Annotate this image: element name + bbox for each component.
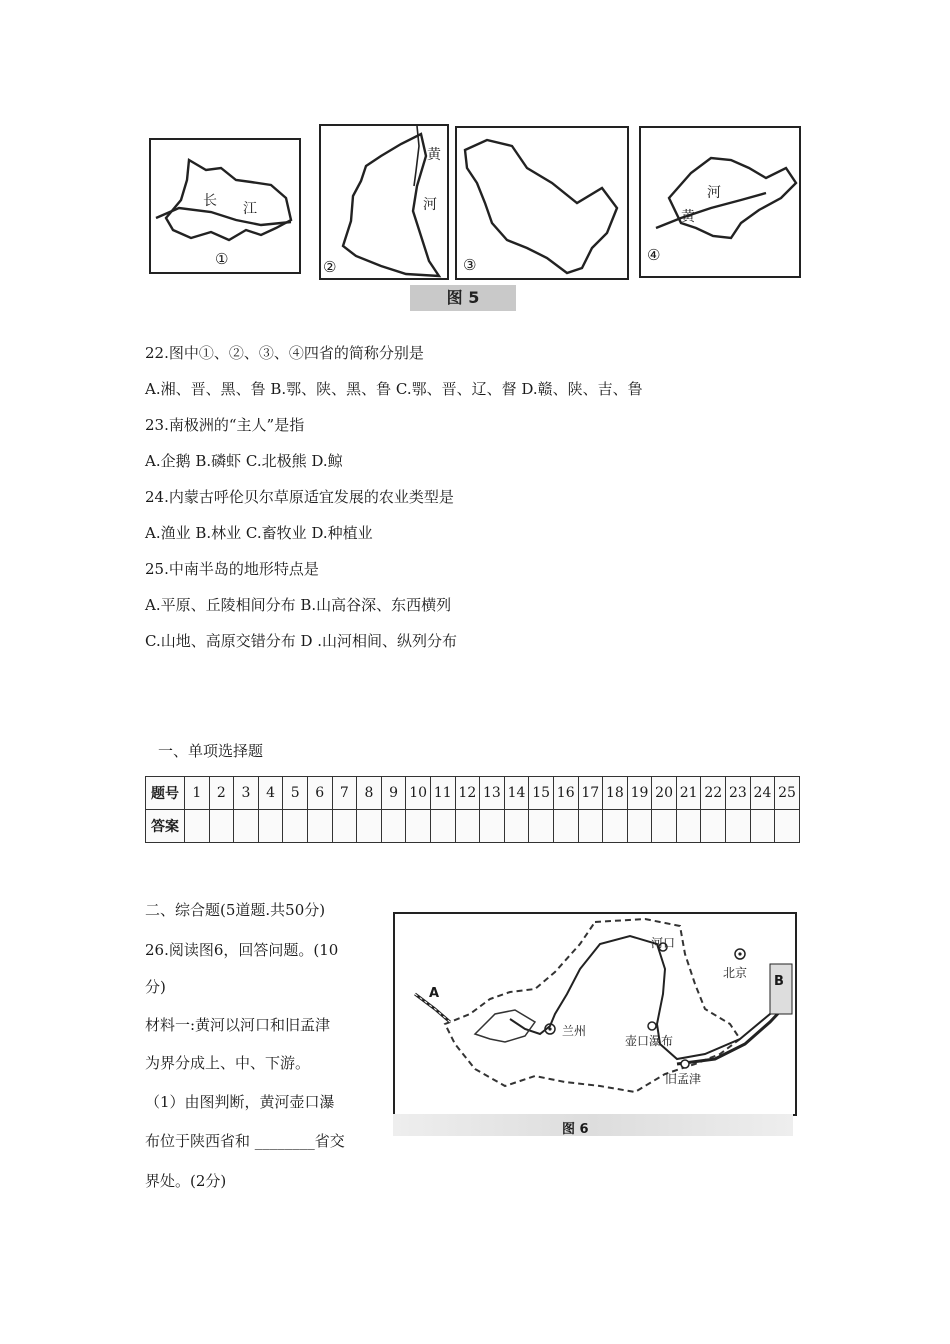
q26-line-4: 为界分成上、中、下游。 <box>145 1054 311 1072</box>
map-2-label-huang: 黄 <box>427 147 441 163</box>
question-25-options-cd: C.山地、高原交错分布 D .山河相间、纵列分布 <box>145 632 458 650</box>
question-number-cell: 23 <box>726 777 751 810</box>
answer-cell[interactable] <box>381 810 406 843</box>
answer-cell[interactable] <box>775 810 800 843</box>
label-hekou: 河口 <box>651 936 676 950</box>
map-2 <box>319 124 449 280</box>
question-number-cell: 22 <box>701 777 726 810</box>
question-number-cell: 13 <box>480 777 505 810</box>
question-number-cell: 15 <box>529 777 554 810</box>
question-number-cell: 24 <box>750 777 775 810</box>
question-24-stem: 24.内蒙古呼伦贝尔草原适宜发展的农业类型是 <box>145 488 454 506</box>
map-1 <box>149 138 301 274</box>
row-label-question-number: 题号 <box>146 777 185 810</box>
answer-table-number-row <box>146 777 800 810</box>
answer-cell[interactable] <box>332 810 357 843</box>
question-number-cell: 10 <box>406 777 431 810</box>
map-4-label-huang: 黄 <box>681 209 695 225</box>
question-number-cell: 9 <box>381 777 406 810</box>
map-1-label-jiang: 江 <box>243 201 257 217</box>
row-label-answer: 答案 <box>146 810 185 843</box>
answer-cell[interactable] <box>676 810 701 843</box>
map-4-outline <box>641 128 799 276</box>
q26-line-7: 界处。(2分) <box>145 1172 227 1190</box>
map-3-number: ③ <box>463 256 477 274</box>
answer-cell[interactable] <box>726 810 751 843</box>
answer-cell[interactable] <box>357 810 382 843</box>
answer-cell[interactable] <box>283 810 308 843</box>
map-4 <box>639 126 801 278</box>
question-22-options: A.湘、晋、黑、鲁 B.鄂、陕、黑、鲁 C.鄂、晋、辽、督 D.赣、陕、吉、鲁 <box>145 380 643 398</box>
q26-line-3: 材料一:黄河以河口和旧孟津 <box>145 1016 331 1034</box>
label-jiumengjin: 旧孟津 <box>665 1072 702 1086</box>
figure-6-map <box>393 912 797 1116</box>
answer-cell[interactable] <box>185 810 210 843</box>
label-beijing: 北京 <box>723 966 748 980</box>
answer-cell[interactable] <box>307 810 332 843</box>
label-hukou-falls: 壶口瀑布 <box>625 1034 674 1048</box>
question-number-cell: 21 <box>676 777 701 810</box>
question-number-cell: 1 <box>185 777 210 810</box>
question-23-stem: 23.南极洲的“主人”是指 <box>145 416 305 434</box>
question-number-cell: 12 <box>455 777 480 810</box>
question-number-cell: 20 <box>652 777 677 810</box>
answer-cell[interactable] <box>750 810 775 843</box>
map-3 <box>455 126 629 280</box>
section-1-title: 一、单项选择题 <box>158 742 264 760</box>
answer-cell[interactable] <box>603 810 628 843</box>
answer-cell[interactable] <box>480 810 505 843</box>
question-24-options: A.渔业 B.林业 C.畜牧业 D.种植业 <box>145 524 373 542</box>
label-b: B <box>774 974 784 989</box>
question-number-cell: 2 <box>209 777 234 810</box>
answer-cell[interactable] <box>406 810 431 843</box>
map-2-label-he: 河 <box>423 197 437 213</box>
q26-line-5: （1）由图判断，黄河壶口瀑 <box>145 1093 335 1111</box>
answer-cell[interactable] <box>553 810 578 843</box>
q26-line-2: 分) <box>145 978 166 996</box>
question-25-stem: 25.中南半岛的地形特点是 <box>145 560 319 578</box>
question-23-options: A.企鹅 B.磷虾 C.北极熊 D.鲸 <box>145 452 343 470</box>
q26-line-1: 26.阅读图6，回答问题。(10 <box>145 941 339 959</box>
answer-table-answer-row <box>146 810 800 843</box>
question-number-cell: 14 <box>504 777 529 810</box>
map-1-label-chang: 长 <box>203 193 217 209</box>
answer-table <box>145 776 800 843</box>
map-4-label-he: 河 <box>707 185 721 201</box>
question-number-cell: 5 <box>283 777 308 810</box>
question-number-cell: 25 <box>775 777 800 810</box>
answer-cell[interactable] <box>430 810 455 843</box>
question-number-cell: 11 <box>430 777 455 810</box>
label-a: A <box>429 986 440 1001</box>
figure-6-caption: 图 6 <box>562 1122 589 1137</box>
q26-line-6: 布位于陕西省和 ________省交 <box>145 1132 345 1150</box>
answer-cell[interactable] <box>455 810 480 843</box>
question-number-cell: 18 <box>603 777 628 810</box>
figure-5-caption: 图 5 <box>410 285 516 311</box>
answer-cell[interactable] <box>504 810 529 843</box>
section-2-title: 二、综合题(5道题.共50分) <box>145 901 326 919</box>
answer-cell[interactable] <box>234 810 259 843</box>
map-1-number: ① <box>215 250 229 268</box>
answer-cell[interactable] <box>209 810 234 843</box>
question-number-cell: 19 <box>627 777 652 810</box>
question-number-cell: 6 <box>307 777 332 810</box>
question-number-cell: 16 <box>553 777 578 810</box>
figure-6-caption-bar <box>393 1114 793 1136</box>
label-lanzhou: 兰州 <box>562 1024 587 1038</box>
question-number-cell: 8 <box>357 777 382 810</box>
answer-cell[interactable] <box>578 810 603 843</box>
map-3-outline <box>457 128 627 278</box>
answer-cell[interactable] <box>627 810 652 843</box>
answer-cell[interactable] <box>529 810 554 843</box>
question-25-options-ab: A.平原、丘陵相间分布 B.山高谷深、东西横列 <box>145 596 452 614</box>
question-number-cell: 17 <box>578 777 603 810</box>
question-number-cell: 4 <box>258 777 283 810</box>
answer-cell[interactable] <box>652 810 677 843</box>
map-4-number: ④ <box>647 246 661 264</box>
map-2-number: ② <box>323 258 337 276</box>
answer-cell[interactable] <box>701 810 726 843</box>
question-number-cell: 3 <box>234 777 259 810</box>
yellow-river-map <box>395 914 795 1114</box>
question-number-cell: 7 <box>332 777 357 810</box>
answer-cell[interactable] <box>258 810 283 843</box>
question-22-stem: 22.图中①、②、③、④四省的简称分别是 <box>145 344 424 362</box>
